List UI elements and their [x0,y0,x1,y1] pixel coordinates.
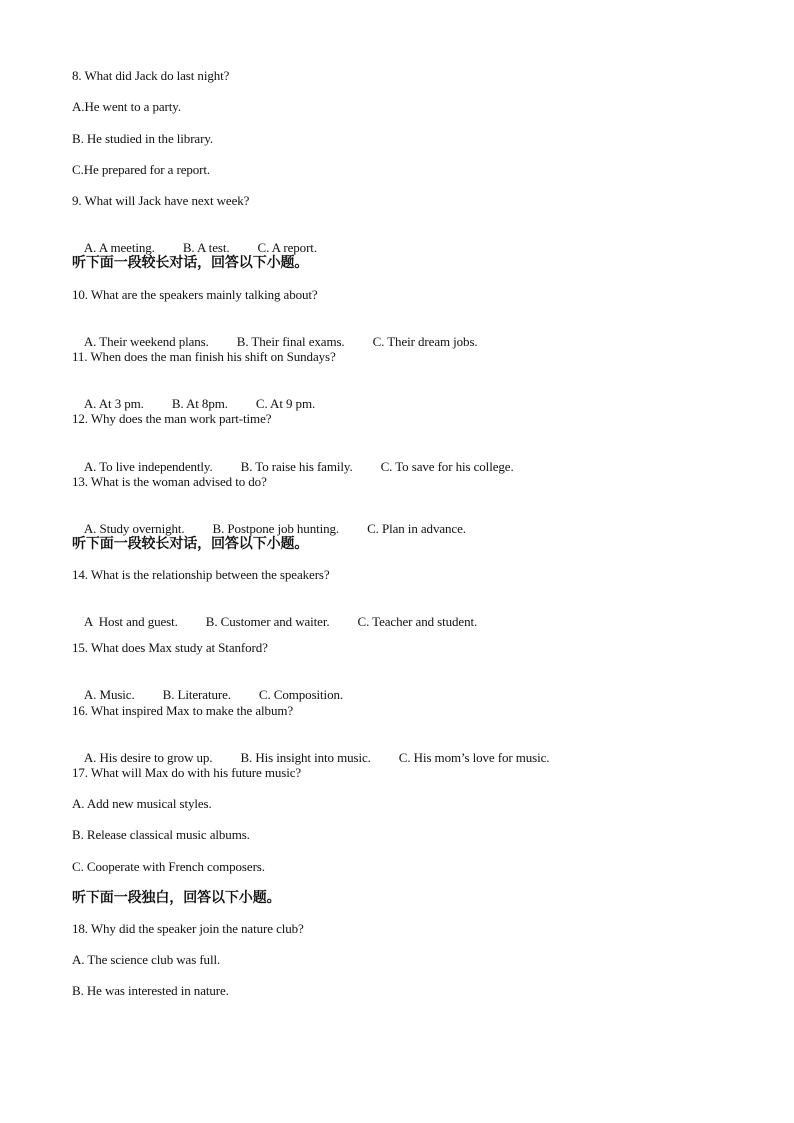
question-10: 10. What are the speakers mainly talking about? [72,287,318,302]
option-13b: B. Postpone job hunting. [212,521,340,536]
option-10a: A. Their weekend plans. [83,334,209,349]
option-13a: A. Study overnight. [83,521,185,536]
option-14c: C. Teacher and student. [357,614,478,629]
question-18: 18. Why did the speaker join the nature club? [72,921,304,936]
option-18b: B. He was interested in nature. [72,983,229,998]
stray-dot-mark: · [82,615,84,621]
option-9b: B. A test. [182,240,230,255]
option-8a: A.He went to a party. [72,99,181,114]
option-15b: B. Literature. [162,687,231,702]
question-15: 15. What does Max study at Stanford? [72,640,268,655]
option-16b: B. His insight into music. [240,750,371,765]
option-14a: A Host and guest. [83,614,178,629]
option-16c: C. His mom’s love for music. [398,750,550,765]
question-17: 17. What will Max do with his future music? [72,765,302,780]
option-16a: A. His desire to grow up. [83,750,213,765]
question-14: 14. What is the relationship between the speakers? [72,567,330,582]
options-14 [72,598,477,646]
option-10c: C. Their dream jobs. [372,334,478,349]
option-14b: B. Customer and waiter. [205,614,330,629]
option-9a: A. A meeting. [83,240,155,255]
option-13c: C. Plan in advance. [367,521,466,536]
question-16: 16. What inspired Max to make the album? [72,703,294,718]
option-12a: A. To live independently. [83,459,213,474]
option-17b: B. Release classical music albums. [72,827,250,842]
question-8: 8. What did Jack do last night? [72,68,230,83]
option-9c: C. A report. [257,240,317,255]
section-heading-monologue: 听下面一段独白，回答以下小题。 [72,890,281,906]
option-15a: A. Music. [83,687,135,702]
question-12: 12. Why does the man work part-time? [72,411,272,426]
option-8b: B. He studied in the library. [72,131,214,146]
option-8c: C.He prepared for a report. [72,162,211,177]
question-13: 13. What is the woman advised to do? [72,474,267,489]
option-17c: C. Cooperate with French composers. [72,859,265,874]
option-15c: C. Composition. [258,687,344,702]
option-11c: C. At 9 pm. [255,396,316,411]
option-11b: B. At 8pm. [171,396,228,411]
section-heading-dialogue-2: 听下面一段较长对话，回答以下小题。 [72,536,309,552]
option-18a: A. The science club was full. [72,952,221,967]
option-11a: A. At 3 pm. [83,396,144,411]
option-17a: A. Add new musical styles. [72,796,212,811]
question-9: 9. What will Jack have next week? [72,193,250,208]
option-12c: C. To save for his college. [380,459,514,474]
question-11: 11. When does the man finish his shift on Sundays? [72,349,336,364]
section-heading-dialogue-1: 听下面一段较长对话，回答以下小题。 [72,255,309,271]
option-12b: B. To raise his family. [240,459,353,474]
option-10b: B. Their final exams. [236,334,345,349]
